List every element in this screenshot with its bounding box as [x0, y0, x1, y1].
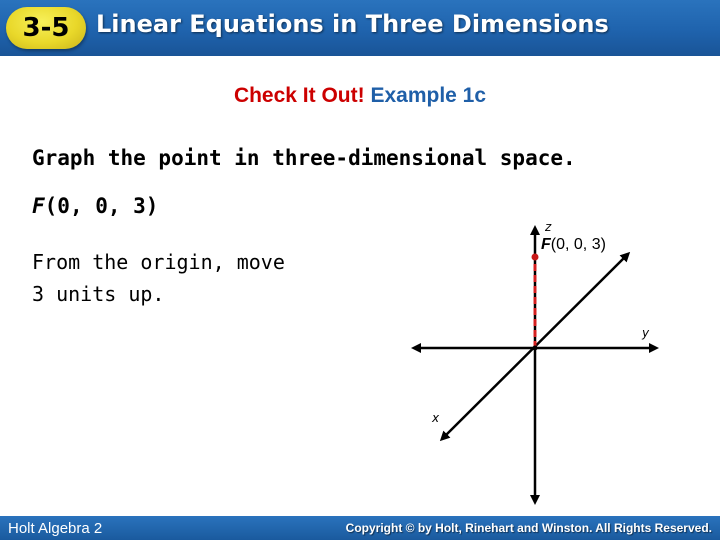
explanation-text — [32, 246, 285, 310]
check-it-out-label: Check It Out! — [233, 84, 365, 107]
footer-bar — [0, 516, 720, 540]
book-title: Holt Algebra 2 — [8, 520, 103, 537]
x-axis-label: x — [432, 411, 440, 425]
point-f — [532, 254, 539, 261]
origin-point — [533, 346, 538, 351]
copyright-notice: Copyright © by Holt, Rinehart and Winston. All Rights Reserved. — [345, 521, 712, 535]
point-label-name: F — [541, 236, 551, 253]
example-label: Example 1c — [370, 84, 487, 107]
point-coordinates: (0, 0, 3) — [44, 194, 159, 218]
point-label — [541, 236, 606, 253]
instruction-text: Graph the point in three-dimensional space. — [32, 146, 576, 170]
point-statement — [32, 194, 158, 218]
point-name: F — [32, 194, 45, 218]
header-bar — [0, 0, 720, 56]
coordinate-graph — [400, 212, 690, 512]
y-axis-label: y — [642, 326, 650, 340]
z-axis-label: z — [545, 220, 552, 234]
section-badge: 3-5 — [6, 7, 86, 49]
example-subtitle — [0, 84, 720, 108]
lesson-title: Linear Equations in Three Dimensions — [96, 10, 609, 38]
explanation-line: 3 units up. — [32, 282, 165, 306]
explanation-line: From the origin, move — [32, 250, 285, 274]
point-label-coords: (0, 0, 3) — [550, 236, 606, 253]
